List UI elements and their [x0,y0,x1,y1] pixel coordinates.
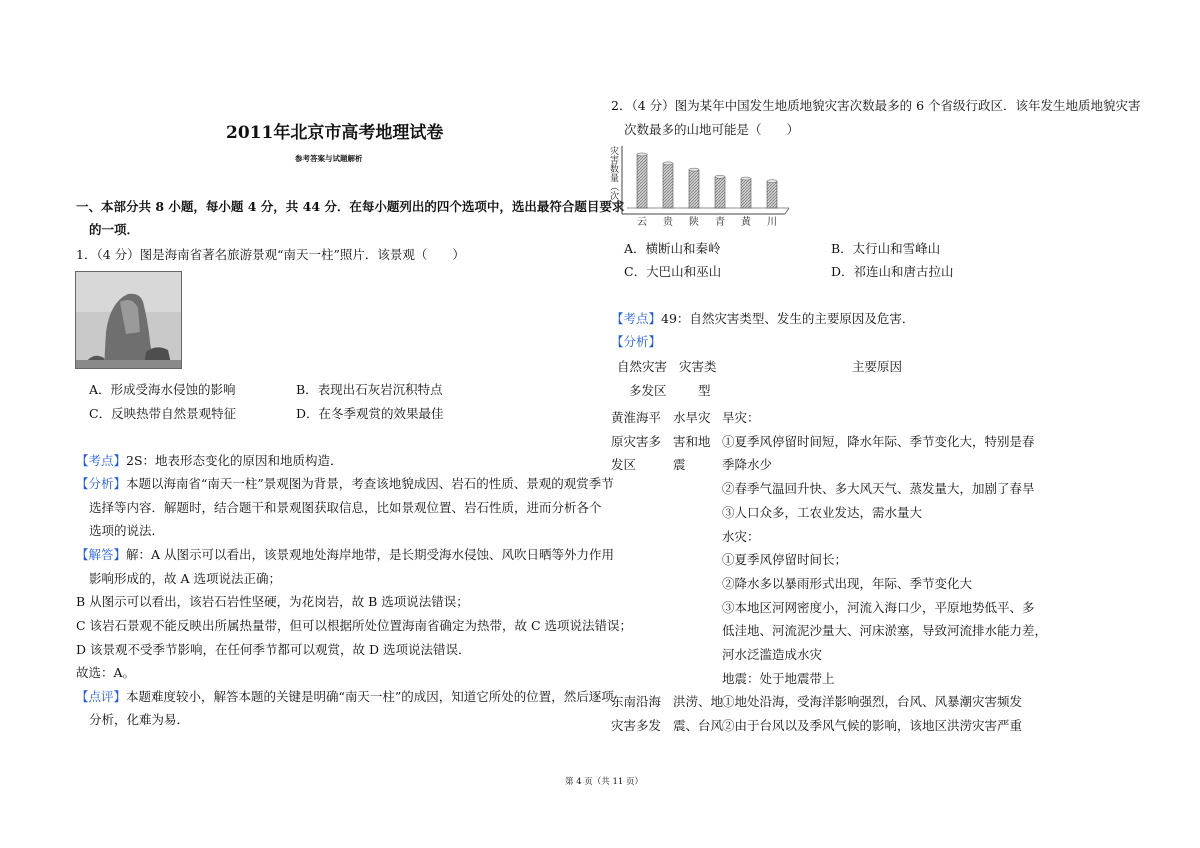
rock-photo [75,271,182,369]
q1-fenxi-line3: 选项的说法． [89,523,165,538]
q1-kaodian-text: 2S：地表形态变化的原因和地质构造． [126,453,343,468]
bar-cap-0 [637,153,647,156]
table-row-cause: 水灾： [722,528,760,544]
table-row-type: 震、台风 [673,718,724,734]
table-row-cause: ②降水多以暴雨形式出现，年际、季节变化大 [722,575,973,591]
q1-fenxi-tag: 【分析】 [76,476,127,491]
q1-kaodian [76,451,343,469]
q1-jieda-line1: 解：A 从图示可以看出，该景观地处海岸地带，是长期受海水侵蚀、风吹日晒等外力作用 [126,547,615,562]
table-row-region: 原灾害多 [611,433,662,449]
table-row-type: 害和地 [673,433,711,449]
table-row-cause: ①夏季风停留时间长； [722,552,848,568]
bar-2 [689,170,699,208]
table-row-type: 震 [673,457,686,473]
q2-option-c: C．大巴山和巫山 [624,264,722,279]
q1-jieda-tag: 【解答】 [76,547,127,562]
table-row-type: 水旱灾 [673,410,711,425]
bar-3 [715,177,725,208]
bar-cap-4 [741,177,751,180]
q1-dianping-tag: 【点评】 [76,689,127,704]
q2-kaodian-text: 49：自然灾害类型、发生的主要原因及危害． [661,311,915,326]
category-label-3: 青 [715,217,725,228]
bar-cap-2 [689,168,699,171]
table-row-cause: ①地处沿海，受海洋影响强烈，台风、风暴潮灾害频发 [722,694,1023,710]
q2-stem-line2: 次数最多的山地可能是（ ） [624,122,800,137]
table-row-type: 洪涝、地 [673,694,724,710]
q1-option-c: C．反映热带自然景观特征 [89,406,237,421]
section-heading-line1: 一、本部分共 8 小题，每小题 4 分，共 44 分．在每小题列出的四个选项中，选出最符合题目要求 [76,199,625,214]
rock-photo-image [76,272,181,368]
floor-edge [785,208,789,214]
q1-stem: 1．（4 分）图是海南省著名旅游景观“南天一柱”照片．该景观（ ） [76,247,465,262]
table-row-region: 灾害多发 [611,718,662,734]
q2-option-d: D．祁连山和唐古拉山 [831,264,954,279]
q2-stem-line1: 2．（4 分）图为某年中国发生地质地貌灾害次数最多的 6 个省级行政区．该年发生地质地貌灾害 [611,98,1141,113]
bar-4 [741,179,751,208]
table-row-cause: 旱灾： [722,410,760,425]
y-axis-label: 灾害数量（次） [608,146,618,209]
category-label-5: 川 [767,217,777,228]
bar-0 [637,154,647,208]
table-header-region-2: 多发区 [629,383,667,398]
table-row-cause: 低洼地、河流泥沙量大、河床淤塞，导致河流排水能力差， [722,623,1048,639]
q1-jieda [76,545,614,563]
bar-1 [663,163,673,208]
bar-chart-svg [607,142,797,230]
q1-kaodian-tag: 【考点】 [76,453,127,468]
q1-jieda-line3: B 从图示可以看出，该岩石岩性坚硬，为花岗岩，故 B 选项说法错误； [76,594,469,609]
q1-jieda-line5: D 该景观不受季节影响，在任何季节都可以观赏，故 D 选项说法错误． [76,642,471,657]
bar-5 [767,181,777,208]
q1-answer: 故选：A。 [76,665,136,680]
q2-fenxi-tag: 【分析】 [611,334,662,349]
table-row-region: 黄淮海平 [611,410,662,425]
q2-option-a: A．横断山和秦岭 [624,241,721,256]
q1-fenxi [76,474,614,492]
table-row-cause: ③人口众多，工农业发达，需水量大 [722,504,923,520]
q1-jieda-line2: 影响形成的，故 A 选项说法正确； [89,571,281,586]
category-label-0: 云 [637,217,647,228]
table-row-cause: 季降水少 [722,457,773,473]
table-header-type: 灾害类 [679,359,717,374]
q1-dianping-line1: 本题难度较小，解答本题的关键是明确“南天一柱”的成因，知道它所处的位置，然后逐项 [126,689,614,704]
bar-cap-5 [767,180,777,183]
table-header-cause: 主要原因 [852,359,903,374]
page-subtitle: 参考答案与试题解析 [295,154,363,163]
bar-cap-3 [715,175,725,178]
table-row-cause: ②春季气温回升快、多大风天气、蒸发量大，加剧了春旱 [722,481,1035,497]
q1-dianping [76,687,614,705]
q2-kaodian-tag: 【考点】 [611,311,662,326]
table-row-cause: ①夏季风停留时间短，降水年际、季节变化大，特别是春 [722,433,1035,449]
q1-fenxi-line1: 本题以海南省“南天一柱”景观图为背景，考查该地貌成因、岩石的性质、景观的观赏季节 [126,476,614,491]
table-row-cause: ②由于台风以及季风气候的影响，该地区洪涝灾害严重 [722,718,1023,734]
q1-option-b: B．表现出石灰岩沉积特点 [296,382,443,397]
table-row-region: 发区 [611,457,637,473]
q1-dianping-line2: 分析，化难为易． [89,712,190,727]
q2-option-b: B．太行山和雪峰山 [831,241,941,256]
q1-option-d: D．在冬季观赏的效果最佳 [296,406,444,421]
table-header-type-2: 型 [698,383,711,398]
table-row-cause: ③本地区河网密度小，河流入海口少，平原地势低平、多 [722,599,1035,615]
page-title: 2011年北京市高考地理试卷 [226,123,444,143]
bar-cap-1 [663,162,673,165]
page-footer: 第 4 页（共 11 页） [565,777,644,787]
category-label-1: 贵 [663,217,673,228]
table-header-region: 自然灾害 [617,359,668,374]
table-row-cause: 地震：处于地震带上 [722,670,835,686]
q2-kaodian [611,309,914,327]
table-row-region: 东南沿海 [611,694,662,710]
disaster-bar-chart [607,142,797,230]
section-heading-line2: 的一项． [89,222,140,237]
q1-jieda-line4: C 该岩石景观不能反映出所属热量带，但可以根据所处位置海南省确定为热带，故 C 选项说法错误； [76,618,633,633]
q1-fenxi-line2: 选择等内容．解题时，结合题干和景观图获取信息，比如景观位置、岩石性质，进而分析各个 [89,500,602,515]
category-label-4: 黄 [741,217,751,228]
q1-option-a: A．形成受海水侵蚀的影响 [89,382,236,397]
table-row-cause: 河水泛滥造成水灾 [722,647,823,662]
category-label-2: 陕 [689,217,699,228]
